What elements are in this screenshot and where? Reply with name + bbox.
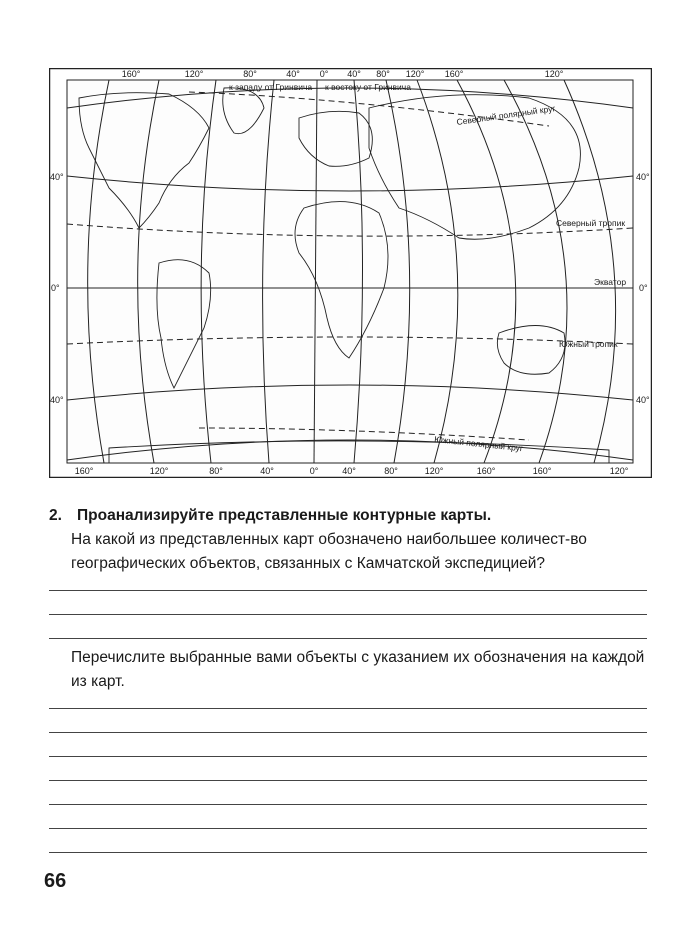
answer-line[interactable] [49, 756, 647, 757]
answer-line[interactable] [49, 590, 647, 591]
answer-lines-2[interactable] [49, 708, 647, 858]
answer-line[interactable] [49, 638, 647, 639]
equator-label: Экватор [594, 277, 627, 287]
answer-line[interactable] [49, 780, 647, 781]
antarctic-circle-label: Южный полярный круг [433, 434, 524, 454]
answer-lines-1[interactable] [49, 590, 647, 640]
left-degree-label: 40° [50, 395, 64, 405]
top-degree-label: 40° [286, 69, 300, 79]
bottom-degree-label: 80° [384, 466, 398, 476]
task-number: 2. [49, 507, 62, 524]
bottom-degree-label: 0° [309, 466, 319, 476]
task-block [49, 504, 649, 576]
top-degree-label: 0° [319, 69, 329, 79]
task-question-2: Перечислите выбранные вами объекты с указанием их обозначения на каждой из карт. [71, 649, 645, 690]
bottom-degree-label: 40° [342, 466, 356, 476]
top-degree-label: 80° [243, 69, 257, 79]
answer-line[interactable] [49, 732, 647, 733]
answer-line[interactable] [49, 804, 647, 805]
map-inner-frame [67, 80, 633, 463]
top-degree-label: 120° [184, 69, 204, 79]
tropic-north-label: Северный тропик [556, 218, 626, 228]
left-degree-label: 0° [51, 283, 60, 293]
top-degree-label: 120° [544, 69, 564, 79]
tropic-south-label: Южный тропик [559, 339, 618, 349]
top-degree-label: 160° [121, 69, 141, 79]
bottom-degree-label: 160° [74, 466, 94, 476]
answer-line[interactable] [49, 708, 647, 709]
task-question-2-block [49, 646, 649, 694]
answer-line[interactable] [49, 828, 647, 829]
right-degree-label: 40° [636, 395, 650, 405]
bottom-degree-label: 120° [149, 466, 169, 476]
top-degree-label: 80° [376, 69, 390, 79]
task-heading [49, 504, 649, 528]
right-degree-label: 40° [636, 172, 650, 182]
east-of-greenwich-label: к востоку от Гринвича [325, 82, 411, 92]
west-of-greenwich-label: к западу от Гринвича [229, 82, 313, 92]
left-degree-label: 40° [50, 172, 64, 182]
task-heading-text: Проанализируйте представленные контурные карты. [77, 507, 492, 524]
task-question-1: На какой из представленных карт обозначено наибольшее количест-во географических объектов, связанных с Камчатской экспедицией? [71, 531, 587, 572]
bottom-degree-label: 160° [476, 466, 496, 476]
top-degree-label: 40° [347, 69, 361, 79]
arctic-circle-label: Северный полярный круг [455, 103, 557, 127]
bottom-degree-label: 160° [532, 466, 552, 476]
top-degree-label: 160° [444, 69, 464, 79]
bottom-degree-label: 40° [260, 466, 274, 476]
world-contour-map-svg [49, 68, 652, 478]
page-number: 66 [44, 870, 67, 892]
answer-line[interactable] [49, 614, 647, 615]
contour-map [49, 68, 652, 478]
answer-line[interactable] [49, 852, 647, 853]
right-degree-label: 0° [639, 283, 648, 293]
bottom-degree-label: 120° [424, 466, 444, 476]
bottom-degree-label: 80° [209, 466, 223, 476]
bottom-degree-label: 120° [609, 466, 629, 476]
top-degree-label: 120° [405, 69, 425, 79]
